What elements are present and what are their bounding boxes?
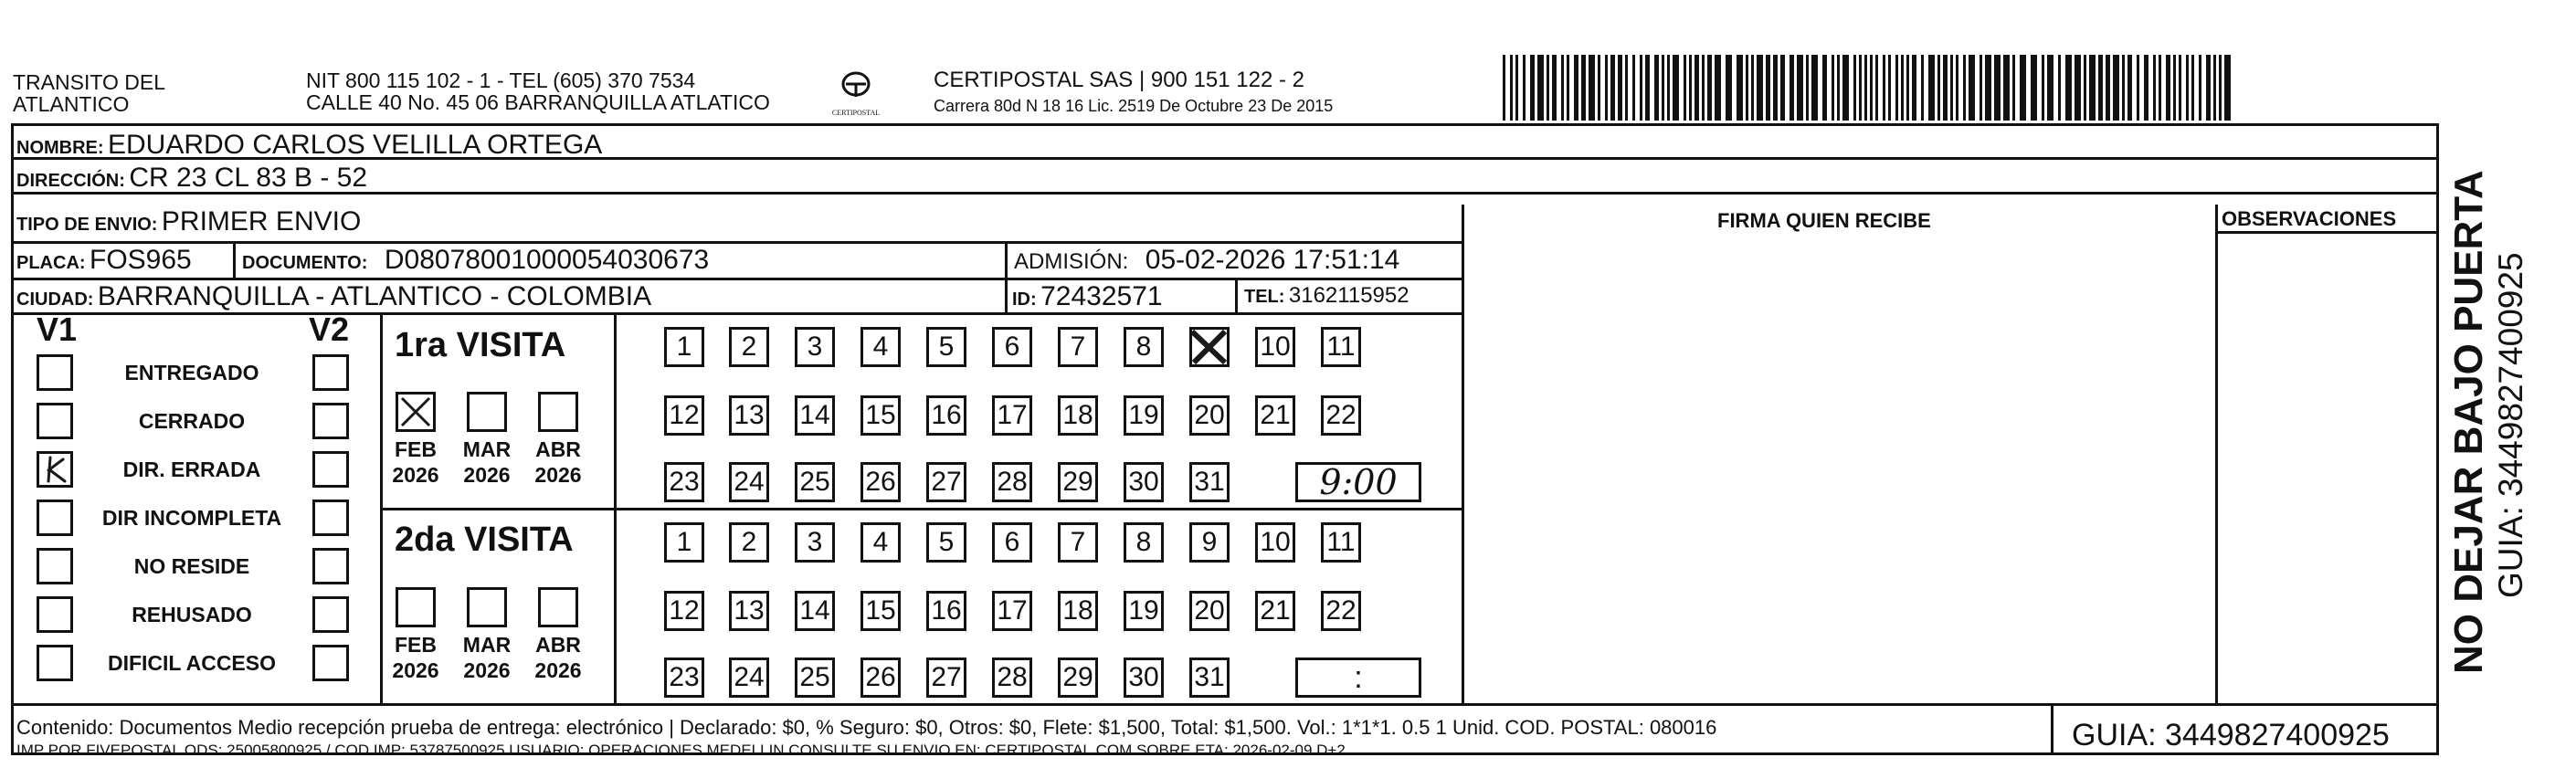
admision-label: ADMISIÓN: [1014, 249, 1129, 274]
day-box[interactable]: 25 [795, 658, 835, 698]
month-checkbox[interactable] [538, 587, 578, 627]
time-box[interactable]: : [1295, 658, 1421, 698]
rule [233, 241, 236, 278]
courier-line-1: CERTIPOSTAL SAS | 900 151 122 - 2 [934, 68, 1304, 92]
v1-checkbox[interactable] [37, 645, 73, 681]
month-name: MAR [462, 437, 512, 461]
barcode-bar [1523, 55, 1526, 121]
v1-checkbox[interactable] [37, 451, 73, 488]
v1-checkbox[interactable] [37, 500, 73, 536]
rule [2215, 231, 2439, 234]
barcode-bar [2179, 55, 2181, 121]
tipo-label: TIPO DE ENVIO: [16, 215, 158, 235]
day-box[interactable]: 8 [1124, 327, 1164, 367]
org-name [13, 71, 165, 115]
barcode-bar [2122, 55, 2125, 121]
barcode-bar [2003, 55, 2010, 121]
direccion-row [16, 163, 367, 194]
barcode-bar [1985, 55, 1991, 121]
month-checkbox[interactable] [467, 392, 507, 432]
rule [11, 312, 1463, 315]
v1-checkbox[interactable] [37, 548, 73, 584]
v2-checkbox[interactable] [312, 548, 349, 584]
firma-heading: FIRMA QUIEN RECIBE [1717, 209, 1931, 232]
courier-line-2: Carrera 80d N 18 16 Lic. 2519 De Octubre 23 De 2015 [934, 97, 1334, 115]
day-box[interactable]: 31 [1189, 658, 1230, 698]
barcode-bar [2012, 55, 2015, 121]
barcode-bar [1654, 55, 1659, 121]
id-label: ID: [1012, 289, 1037, 310]
barcode-bar [1673, 55, 1679, 121]
visit-2-title: 2da VISITA [395, 521, 574, 559]
rule [1235, 278, 1238, 312]
v1-checkbox[interactable] [37, 354, 73, 391]
barcode-bar [1859, 55, 1862, 121]
rule [380, 508, 1463, 510]
day-box[interactable]: 16 [926, 591, 966, 631]
barcode-bar [1707, 55, 1712, 121]
day-box[interactable]: 21 [1255, 591, 1295, 631]
barcode-bar [2199, 55, 2201, 121]
v2-checkbox[interactable] [312, 645, 349, 681]
side-guia: GUIA: 3449827400925 [2492, 252, 2529, 598]
id-value: 72432571 [1040, 281, 1163, 311]
rule [2051, 703, 2053, 755]
barcode-bar [1832, 55, 1834, 121]
day-box[interactable]: 10 [1255, 327, 1295, 367]
day-box[interactable]: 28 [992, 462, 1032, 502]
v2-heading: V2 [309, 310, 350, 348]
day-box[interactable]: 20 [1189, 395, 1230, 436]
barcode-bar [1547, 55, 1549, 121]
barcode-bar [1581, 55, 1586, 121]
admision-value: 05-02-2026 17:51:14 [1145, 245, 1400, 275]
day-box[interactable]: 1 [664, 522, 704, 563]
month-label [384, 437, 448, 488]
rule [1462, 205, 1464, 703]
visit-1-title: 1ra VISITA [395, 326, 566, 364]
rule [11, 278, 1463, 280]
barcode-bar [1956, 55, 1958, 121]
day-box[interactable]: 7 [1058, 522, 1098, 563]
barcode-bar [1552, 55, 1557, 121]
day-box[interactable]: 28 [992, 658, 1032, 698]
documento-value: D08078001000054030673 [384, 245, 710, 275]
sender-address: CALLE 40 No. 45 06 BARRANQUILLA ATLATICO [306, 90, 770, 114]
barcode-bar [2186, 55, 2189, 121]
barcode-bar [1640, 55, 1642, 121]
admision-row [1014, 245, 1399, 276]
id-row [1012, 281, 1163, 312]
day-box[interactable]: 3 [795, 522, 835, 563]
month-name: ABR [535, 633, 581, 657]
status-option-label: CERRADO [138, 409, 246, 433]
day-box[interactable]: 10 [1255, 522, 1295, 563]
day-box[interactable]: 27 [926, 462, 966, 502]
direccion-label: DIRECCIÓN: [16, 171, 125, 191]
month-name: FEB [395, 633, 437, 657]
day-box[interactable]: 24 [729, 658, 769, 698]
month-checkbox[interactable] [467, 587, 507, 627]
day-box[interactable]: 4 [860, 327, 901, 367]
day-box[interactable]: 11 [1321, 327, 1361, 367]
barcode-bar [2084, 55, 2086, 121]
barcode-bar [1969, 55, 1975, 121]
day-box[interactable]: 19 [1124, 395, 1164, 436]
barcode-bar [1895, 55, 1898, 121]
v1-checkbox[interactable] [37, 403, 73, 439]
day-box[interactable]: 23 [664, 462, 704, 502]
placa-value: FOS965 [90, 245, 192, 275]
barcode-bar [1789, 55, 1794, 121]
documento-label: DOCUMENTO: [242, 253, 368, 273]
barcode-bar [1510, 55, 1513, 121]
day-box[interactable]: 13 [729, 591, 769, 631]
barcode-bar [1610, 55, 1615, 121]
barcode-bar [2153, 55, 2156, 121]
day-box[interactable]: 26 [860, 462, 901, 502]
ciudad-row [16, 281, 651, 312]
barcode-bar [1937, 55, 1940, 121]
barcode-bar [2127, 55, 2132, 121]
day-box[interactable]: 8 [1124, 522, 1164, 563]
barcode-bar [1883, 55, 1885, 121]
tel-value: 3162115952 [1288, 283, 1409, 308]
day-box[interactable]: 22 [1321, 395, 1361, 436]
barcode-bar [2042, 55, 2044, 121]
rule [11, 192, 2439, 195]
barcode-bar [1645, 55, 1650, 121]
side-warning: NO DEJAR BAJO PUERTA [2446, 170, 2491, 674]
day-box[interactable]: 9 [1189, 522, 1230, 563]
month-year: 2026 [463, 463, 511, 487]
rule [11, 703, 2439, 706]
day-box[interactable] [1189, 327, 1230, 367]
month-year: 2026 [463, 658, 511, 682]
barcode-bar [1773, 55, 1778, 121]
barcode-bar [1667, 55, 1670, 121]
barcode-bar [1888, 55, 1891, 121]
v1-heading: V1 [37, 310, 78, 348]
barcode-bar [2191, 55, 2194, 121]
day-box[interactable]: 5 [926, 327, 966, 367]
day-box[interactable]: 15 [860, 395, 901, 436]
barcode-bar [1806, 55, 1809, 121]
barcode-bar [1574, 55, 1578, 121]
month-checkbox[interactable] [396, 392, 436, 432]
day-box[interactable]: 7 [1058, 327, 1098, 367]
barcode-bar [2058, 55, 2061, 121]
barcode-bar [1901, 55, 1904, 121]
barcode-bar [2173, 55, 2176, 121]
ciudad-label: CIUDAD: [16, 289, 94, 310]
barcode-bar [1737, 55, 1743, 121]
placa-row [16, 245, 192, 276]
placa-label: PLACA: [16, 253, 86, 273]
barcode-bar [1811, 55, 1818, 121]
barcode [1503, 55, 2233, 121]
day-box[interactable]: 31 [1189, 462, 1230, 502]
day-box[interactable]: 2 [729, 327, 769, 367]
barcode-bar [1503, 55, 1505, 121]
barcode-bar [1632, 55, 1635, 121]
day-box[interactable]: 29 [1058, 658, 1098, 698]
barcode-bar [1567, 55, 1569, 121]
month-label [526, 437, 590, 488]
barcode-bar [2206, 55, 2211, 121]
org-line-1: TRANSITO DEL [13, 70, 165, 94]
barcode-bar [1530, 55, 1535, 121]
day-box[interactable]: 17 [992, 591, 1032, 631]
tipo-row [16, 206, 361, 237]
v1-checkbox[interactable] [37, 596, 73, 633]
day-box[interactable]: 17 [992, 395, 1032, 436]
barcode-bar [1694, 55, 1699, 121]
day-box[interactable]: 27 [926, 658, 966, 698]
month-label [455, 437, 519, 488]
month-name: FEB [395, 437, 437, 461]
barcode-bar [1689, 55, 1692, 121]
v2-checkbox[interactable] [312, 403, 349, 439]
day-box[interactable]: 13 [729, 395, 769, 436]
barcode-bar [1797, 55, 1803, 121]
day-box[interactable]: 20 [1189, 591, 1230, 631]
courier-info [934, 69, 1333, 117]
barcode-bar [2137, 55, 2139, 121]
barcode-bar [1605, 55, 1608, 121]
sender-info [306, 69, 770, 113]
footer-line-2: IMP POR FIVEPOSTAL ODS: 25005800925 / COD.IMP: 53787500925 USUARIO: OPERACIONES MEDELLIN CONSULTE SU ENVIO EN: CERTIPOSTAL.COM SOBRE ETA: 2026-02-09 D+2 [16, 742, 1346, 759]
rule [614, 312, 617, 703]
v2-checkbox[interactable] [312, 596, 349, 633]
month-year: 2026 [392, 658, 439, 682]
barcode-bar [1780, 55, 1785, 121]
barcode-bar [1950, 55, 1953, 121]
barcode-bar [1994, 55, 2001, 121]
barcode-bar [1618, 55, 1622, 121]
barcode-bar [2219, 55, 2222, 121]
day-box[interactable]: 22 [1321, 591, 1361, 631]
nit-line: NIT 800 115 102 - 1 - TEL (605) 370 7534 [306, 68, 696, 92]
barcode-bar [2031, 55, 2037, 121]
nombre-label: NOMBRE: [16, 138, 104, 158]
rule [11, 241, 1463, 244]
tipo-value: PRIMER ENVIO [161, 206, 362, 237]
day-box[interactable]: 3 [795, 327, 835, 367]
rule [380, 312, 383, 703]
barcode-bar [2047, 55, 2053, 121]
day-box[interactable]: 2 [729, 522, 769, 563]
barcode-bar [1853, 55, 1856, 121]
month-year: 2026 [534, 658, 582, 682]
barcode-bar [2106, 55, 2110, 121]
barcode-bar [1715, 55, 1721, 121]
certipostal-logo [828, 66, 884, 122]
barcode-bar [1822, 55, 1827, 121]
status-option-label: ENTREGADO [124, 361, 259, 384]
nombre-row [16, 130, 602, 161]
day-box[interactable]: 16 [926, 395, 966, 436]
month-name: MAR [462, 633, 512, 657]
nombre-value: EDUARDO CARLOS VELILLA ORTEGA [108, 130, 603, 160]
ciudad-value: BARRANQUILLA - ATLANTICO - COLOMBIA [97, 281, 652, 311]
v2-checkbox[interactable] [312, 354, 349, 391]
direccion-value: CR 23 CL 83 B - 52 [129, 163, 368, 193]
barcode-bar [2144, 55, 2148, 121]
barcode-bar [1625, 55, 1628, 121]
day-box[interactable]: 5 [926, 522, 966, 563]
barcode-bar [1702, 55, 1705, 121]
barcode-bar [1928, 55, 1935, 121]
barcode-bar [1598, 55, 1600, 121]
status-option-label: DIR. ERRADA [122, 458, 261, 481]
day-box[interactable]: 30 [1124, 462, 1164, 502]
day-box[interactable]: 19 [1124, 591, 1164, 631]
tel-row [1244, 283, 1409, 309]
month-checkbox[interactable] [538, 392, 578, 432]
logo-text: CERTIPOSTAL [831, 109, 881, 117]
barcode-bar [1757, 55, 1763, 121]
barcode-bar [2089, 55, 2096, 121]
barcode-bar [2166, 55, 2170, 121]
barcode-bar [2075, 55, 2081, 121]
barcode-bar [1766, 55, 1770, 121]
rule [1005, 241, 1008, 312]
barcode-bar [1875, 55, 1878, 121]
barcode-bar [2020, 55, 2026, 121]
barcode-bar [2159, 55, 2161, 121]
day-box[interactable]: 12 [664, 591, 704, 631]
barcode-bar [2113, 55, 2119, 121]
barcode-bar [1589, 55, 1595, 121]
status-option-label: REHUSADO [132, 603, 252, 626]
day-box[interactable]: 6 [992, 327, 1032, 367]
day-box[interactable]: 11 [1321, 522, 1361, 563]
time-box[interactable]: 9:00 [1295, 462, 1421, 502]
day-box[interactable]: 4 [860, 522, 901, 563]
month-year: 2026 [392, 463, 439, 487]
v2-checkbox[interactable] [312, 451, 349, 488]
barcode-bar [1837, 55, 1840, 121]
status-option-label: NO RESIDE [133, 554, 250, 578]
footer-guia: GUIA: 3449827400925 [2072, 718, 2390, 752]
month-checkbox[interactable] [396, 587, 436, 627]
barcode-bar [1561, 55, 1564, 121]
day-box[interactable]: 30 [1124, 658, 1164, 698]
barcode-bar [2065, 55, 2072, 121]
barcode-bar [1662, 55, 1664, 121]
barcode-bar [1746, 55, 1748, 121]
day-box[interactable]: 26 [860, 658, 901, 698]
observaciones-heading: OBSERVACIONES [2222, 207, 2397, 230]
day-box[interactable]: 21 [1255, 395, 1295, 436]
day-box[interactable]: 24 [729, 462, 769, 502]
barcode-bar [2098, 55, 2103, 121]
month-label [384, 632, 448, 683]
month-year: 2026 [534, 463, 582, 487]
v2-checkbox[interactable] [312, 500, 349, 536]
barcode-bar [1912, 55, 1916, 121]
barcode-bar [1943, 55, 1948, 121]
day-box[interactable]: 15 [860, 591, 901, 631]
day-box[interactable]: 14 [795, 591, 835, 631]
day-box[interactable]: 25 [795, 462, 835, 502]
barcode-bar [1864, 55, 1867, 121]
day-box[interactable]: 1 [664, 327, 704, 367]
day-box[interactable]: 6 [992, 522, 1032, 563]
barcode-bar [1537, 55, 1544, 121]
rule [2215, 205, 2218, 703]
day-box[interactable]: 18 [1058, 395, 1098, 436]
day-box[interactable]: 29 [1058, 462, 1098, 502]
day-box[interactable]: 23 [664, 658, 704, 698]
barcode-bar [1963, 55, 1966, 121]
barcode-bar [1751, 55, 1754, 121]
status-option-label: DIFICIL ACCESO [107, 651, 276, 675]
org-line-2: ATLANTICO [13, 92, 130, 116]
barcode-bar [1870, 55, 1873, 121]
month-label [526, 632, 590, 683]
barcode-bar [1726, 55, 1732, 121]
barcode-bar [1906, 55, 1909, 121]
day-box[interactable]: 18 [1058, 591, 1098, 631]
day-box[interactable]: 14 [795, 395, 835, 436]
barcode-bar [2213, 55, 2216, 121]
barcode-bar [1980, 55, 1982, 121]
status-option-label: DIR INCOMPLETA [101, 506, 282, 530]
tel-label: TEL: [1244, 287, 1285, 307]
barcode-bar [1921, 55, 1924, 121]
month-label [455, 632, 519, 683]
footer-line-1: Contenido: Documentos Medio recepción prueba de entrega: electrónico | Declarado: $0, % Seguro: $0, Otros: $0, Flete: $1,500, Total: $1,500. Vol.: 1*1*1. 0.5 1 Unid. COD. POSTAL: 080016 [16, 716, 1717, 739]
barcode-bar [1842, 55, 1849, 121]
day-box[interactable]: 12 [664, 395, 704, 436]
barcode-bar [1684, 55, 1686, 121]
documento-row [242, 245, 709, 276]
month-name: ABR [535, 437, 581, 461]
barcode-bar [2224, 55, 2231, 121]
barcode-bar [1515, 55, 1518, 121]
